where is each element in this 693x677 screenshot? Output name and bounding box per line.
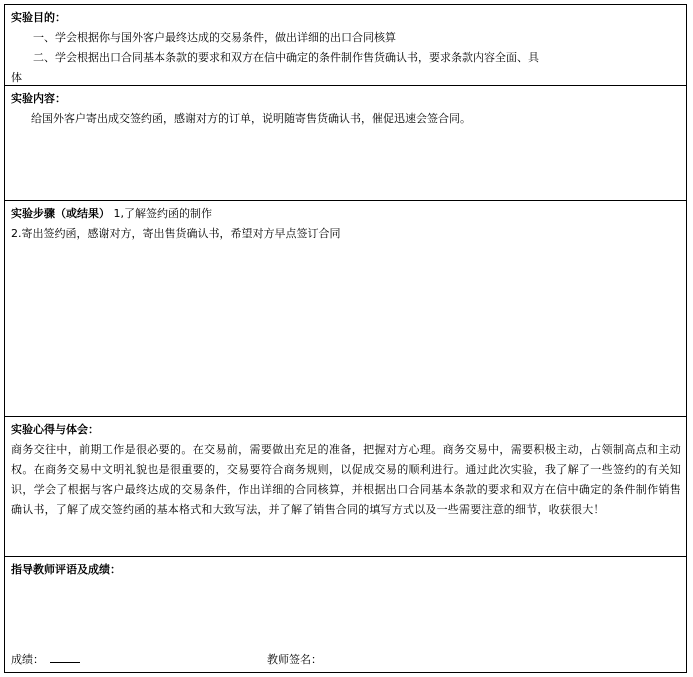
grade-blank-line[interactable] <box>50 652 80 663</box>
steps-section <box>5 201 686 417</box>
content-text: 给国外客户寄出成交签约函，感谢对方的订单，说明随寄售货确认书，催促迅速会签合同。 <box>31 112 471 125</box>
reflection-section <box>5 417 686 557</box>
objectives-title: 实验目的： <box>11 11 66 24</box>
grade-label: 成绩： <box>11 653 44 666</box>
objectives-section <box>5 5 686 86</box>
objective-item-2-continued: 体 <box>11 71 22 84</box>
content-title: 实验内容： <box>11 92 66 105</box>
grade-field <box>11 652 80 668</box>
step-2: 2.寄出签约函，感谢对方，寄出售货确认书，希望对方早点签订合同 <box>11 227 341 240</box>
objective-item-1: 一、学会根据你与国外客户最终达成的交易条件，做出详细的出口合同核算 <box>33 31 396 44</box>
report-form <box>4 4 687 673</box>
step-1: 1,了解签约函的制作 <box>113 207 212 220</box>
evaluation-section <box>5 557 686 672</box>
objective-item-2: 二、学会根据出口合同基本条款的要求和双方在信中确定的条件制作售货确认书，要求条款内容全面、具 <box>33 51 539 64</box>
teacher-signature-label: 教师签名： <box>267 653 322 666</box>
content-section <box>5 86 686 201</box>
steps-title: 实验步骤（或结果） <box>11 207 110 220</box>
reflection-text: 商务交往中，前期工作是很必要的。在交易前，需要做出充足的准备，把握对方心理。商务交易中，需要积极主动，占领制高点和主动权。在商务交易中文明礼貌也是很重要的，交易要符合商务规则，以促成交易的顺利进行。通过此次实验，我了解了一些签约的有关知识，学会了根据与客户最终达成的交易条件，作出详细的合同核算，并根据出口合同基本条款的要求和双方在信中确定的条件制作销售确认书，了解了成交签约函的基本格式和大致写法，并了解了销售合同的填写方式以及一些需要注意的细节，收获很大！ <box>11 443 681 516</box>
reflection-title: 实验心得与体会： <box>11 423 99 436</box>
evaluation-title: 指导教师评语及成绩： <box>11 563 121 576</box>
